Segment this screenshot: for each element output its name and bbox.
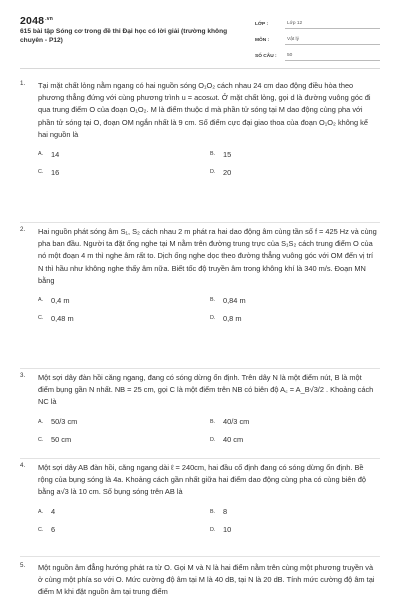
option-letter: C. (38, 315, 44, 322)
option-text: 4 (51, 507, 56, 517)
meta-row-class (255, 16, 380, 32)
question-divider (20, 458, 380, 459)
meta-row-subject (255, 32, 380, 48)
question-number: 4. (20, 462, 26, 469)
option-letter: B. (210, 297, 216, 304)
option-d[interactable] (210, 435, 378, 445)
option-text: 0,84 m (223, 295, 246, 305)
option-a[interactable] (38, 295, 210, 305)
option-b[interactable] (210, 295, 378, 305)
option-a[interactable] (38, 149, 210, 159)
question-2 (20, 226, 380, 323)
question-text: Một sợi dây AB đàn hồi, căng ngang dài ℓ = 240cm, hai đầu cố định đang có sóng dừng ổn định. Bề rộng của bụng sóng là 4a. Khoảng cách gần nhất giữa hai điểm dao động cùng pha có cùng biên độ bằng a√3 là 10 cm. Số bụng sóng trên AB là (38, 463, 366, 497)
question-1 (20, 80, 380, 177)
option-letter: C. (38, 526, 44, 533)
question-divider (20, 222, 380, 223)
question-number: 3. (20, 372, 26, 379)
question-4 (20, 462, 380, 535)
answer-options (38, 507, 378, 535)
question-number: 5. (20, 562, 26, 569)
option-c[interactable] (38, 435, 210, 445)
answer-options (38, 149, 378, 177)
meta-row-count (255, 48, 380, 64)
option-text: 6 (51, 525, 56, 535)
option-letter: B. (210, 508, 216, 515)
page-header (20, 10, 380, 62)
option-c[interactable] (38, 167, 210, 177)
option-a[interactable] (38, 507, 210, 517)
question-number: 2. (20, 226, 26, 233)
question-text: Hai nguồn phát sóng âm S₁, S₂ cách nhau 2 m phát ra hai dao động âm cùng tần số f = 425 Hz và cùng pha ban đầu. Người ta đặt ống nghe tại M nằm trên đường trung trực của S₁S₂ cách trung điểm O của nó một đoạn 4 m thì nghe âm rất to. Dịch ống nghe dọc theo đường thẳng vuông góc với OM đến vị trí N thì hầu như không nghe thấy âm nữa. Biết tốc độ truyền âm trong không khí là 340 m/s. Đoạn MN bằng (38, 227, 377, 285)
option-text: 0,48 m (51, 313, 74, 323)
meta-label: MÔN : (255, 37, 270, 43)
option-text: 50/3 cm (51, 417, 78, 427)
answer-options (38, 295, 378, 323)
header-divider (20, 68, 380, 69)
question-text: Một sợi dây đàn hồi căng ngang, đang có sóng dừng ổn định. Trên dây N là một điểm nút, B là một điểm bụng gần N nhất. NB = 25 cm, gọi C là một điểm trên NB có biên độ A꜀ = A_B√3/2 . Khoảng cách NC là (38, 373, 374, 407)
option-c[interactable] (38, 313, 210, 323)
question-number: 1. (20, 80, 26, 87)
meta-label: SỐ CÂU : (255, 53, 277, 59)
question-text: Một nguồn âm đẳng hướng phát ra từ O. Gọi M và N là hai điểm nằm trên cùng một phương truyền và ở cùng một phía so với O. Mức cường độ âm tại M là 40 dB, tại N là 20 dB. Tính mức cường độ âm tại điểm M khi đặt nguồn âm tại trung điểm (38, 563, 375, 597)
meta-label: LỚP : (255, 21, 269, 27)
meta-info (255, 16, 380, 64)
option-text: 10 (223, 525, 232, 535)
answer-options (38, 417, 378, 445)
option-letter: A. (38, 297, 44, 304)
option-text: 0,4 m (51, 295, 70, 305)
option-c[interactable] (38, 525, 210, 535)
meta-value: Lớp 12 (285, 19, 380, 29)
option-text: 50 cm (51, 435, 72, 445)
question-divider (20, 556, 380, 557)
document-title: 615 bài tập Sóng cơ trong đề thi Đại học có lời giải (trường không chuyên - P12) (20, 28, 228, 44)
option-letter: C. (38, 436, 44, 443)
meta-value: 50 (285, 51, 380, 61)
option-d[interactable] (210, 167, 378, 177)
option-text: 8 (223, 507, 228, 517)
question-divider (20, 368, 380, 369)
option-letter: A. (38, 151, 44, 158)
question-text: Tại mặt chất lỏng nằm ngang có hai nguồn sóng O₁O₂ cách nhau 24 cm dao động điều hòa theo phương thẳng đứng với cùng phương trình u = acosωt. Ở mặt chất lỏng, gọi d là đường vuông góc đi qua trung điểm O của đoạn O₁O₂. M là điểm thuộc d mà phần tử sóng tại M dao động cùng pha với phần tử sóng tại O, đoạn OM ngắn nhất là 9 cm. Số điểm cực đại giao thoa của đoạn O₁O₂ không kể hai nguồn là (38, 81, 371, 139)
option-b[interactable] (210, 149, 378, 159)
option-letter: D. (210, 526, 216, 533)
option-text: 20 (223, 167, 232, 177)
meta-value: Vật lý (285, 35, 380, 45)
option-letter: D. (210, 436, 216, 443)
option-letter: B. (210, 418, 216, 425)
option-b[interactable] (210, 417, 378, 427)
option-d[interactable] (210, 313, 378, 323)
option-d[interactable] (210, 525, 378, 535)
option-b[interactable] (210, 507, 378, 517)
option-text: 16 (51, 167, 60, 177)
logo-suffix: .vn (45, 15, 53, 22)
question-5 (20, 562, 380, 599)
option-text: 14 (51, 149, 60, 159)
option-letter: D. (210, 315, 216, 322)
option-letter: C. (38, 169, 44, 176)
option-a[interactable] (38, 417, 210, 427)
site-logo[interactable]: $2048^{.vn}$ (20, 15, 53, 27)
option-text: 40/3 cm (223, 417, 250, 427)
option-text: 15 (223, 149, 232, 159)
option-letter: A. (38, 418, 44, 425)
question-3 (20, 372, 380, 445)
option-text: 0,8 m (223, 313, 242, 323)
option-letter: B. (210, 151, 216, 158)
option-letter: D. (210, 169, 216, 176)
option-text: 40 cm (223, 435, 244, 445)
option-letter: A. (38, 508, 44, 515)
